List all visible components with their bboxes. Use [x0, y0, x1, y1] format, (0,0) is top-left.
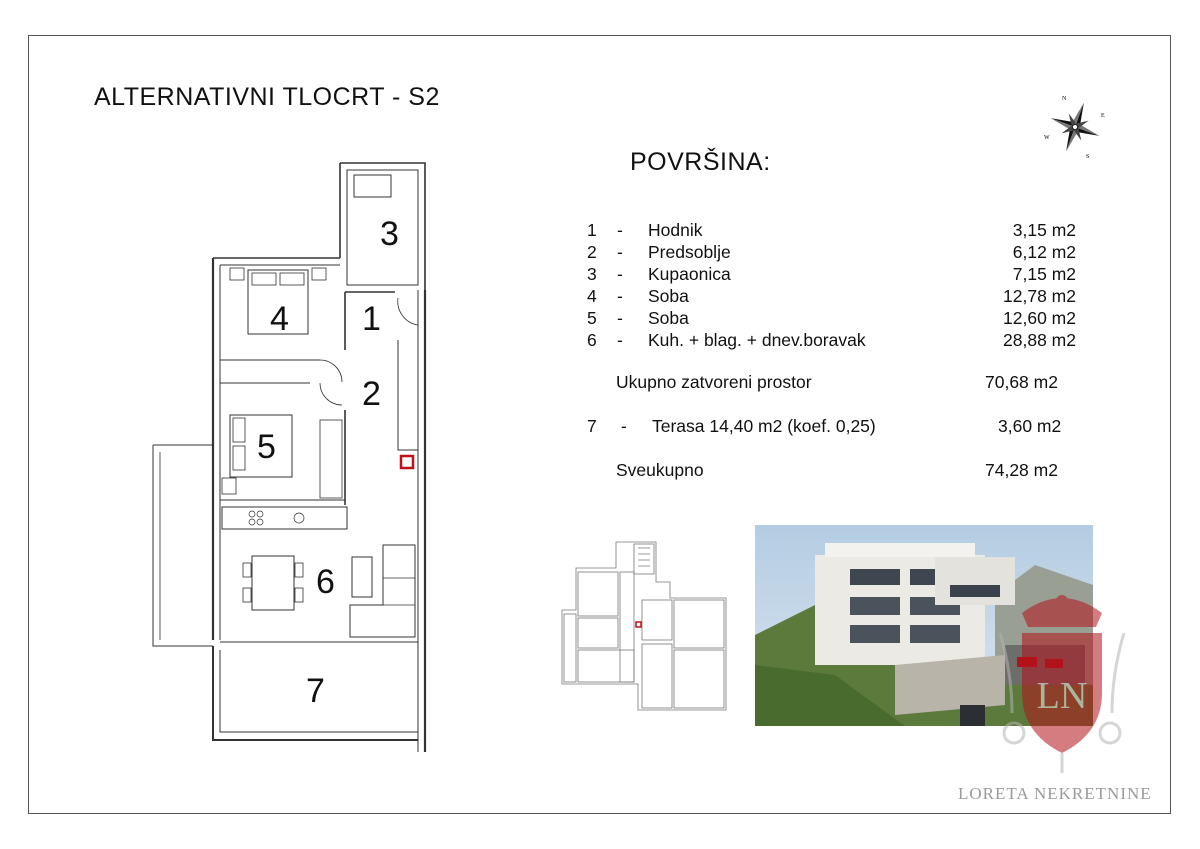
svg-text:W: W	[1044, 135, 1050, 141]
closed-total-area: 70,68 m2	[985, 372, 1058, 392]
logo-text: LORETA NEKRETNINE	[958, 784, 1152, 803]
compass-rose-icon	[1040, 92, 1110, 162]
terrace-name: Terasa 14,40 m2 (koef. 0,25)	[652, 416, 876, 436]
terrace-area: 3,60 m2	[998, 416, 1062, 436]
closed-total-label: Ukupno zatvoreni prostor	[616, 372, 812, 392]
svg-text:LN: LN	[1036, 675, 1088, 717]
room-row: 4 - Soba 12,78 m2	[587, 286, 1076, 306]
room-row: 5 - Soba 12,60 m2	[587, 308, 1076, 328]
building-key-plan	[558, 538, 730, 716]
floor-plan	[150, 160, 440, 760]
svg-text:2: 2	[362, 375, 381, 413]
svg-text:4: 4	[270, 300, 289, 338]
location-marker	[401, 456, 413, 468]
svg-text:N: N	[1062, 96, 1067, 102]
loreta-logo	[992, 583, 1132, 783]
grand-total-label: Sveukupno	[616, 460, 704, 480]
svg-text:6: 6	[316, 563, 335, 601]
room-row: 1 - Hodnik 3,15 m2	[587, 220, 1076, 240]
page-title: ALTERNATIVNI TLOCRT - S2	[94, 83, 440, 111]
area-heading: POVRŠINA:	[630, 148, 771, 176]
svg-text:3: 3	[380, 215, 399, 253]
terrace-dash: -	[621, 416, 627, 436]
room-row: 3 - Kupaonica 7,15 m2	[587, 264, 1076, 284]
svg-text:E: E	[1101, 113, 1105, 119]
svg-text:S: S	[1086, 154, 1090, 160]
svg-text:5: 5	[257, 428, 276, 466]
room-row: 6 - Kuh. + blag. + dnev.boravak 28,88 m2	[587, 330, 1076, 350]
terrace-num: 7	[587, 416, 597, 436]
room-row: 2 - Predsoblje 6,12 m2	[587, 242, 1076, 262]
svg-text:1: 1	[362, 300, 381, 338]
grand-total-area: 74,28 m2	[985, 460, 1058, 480]
svg-text:7: 7	[306, 672, 325, 710]
